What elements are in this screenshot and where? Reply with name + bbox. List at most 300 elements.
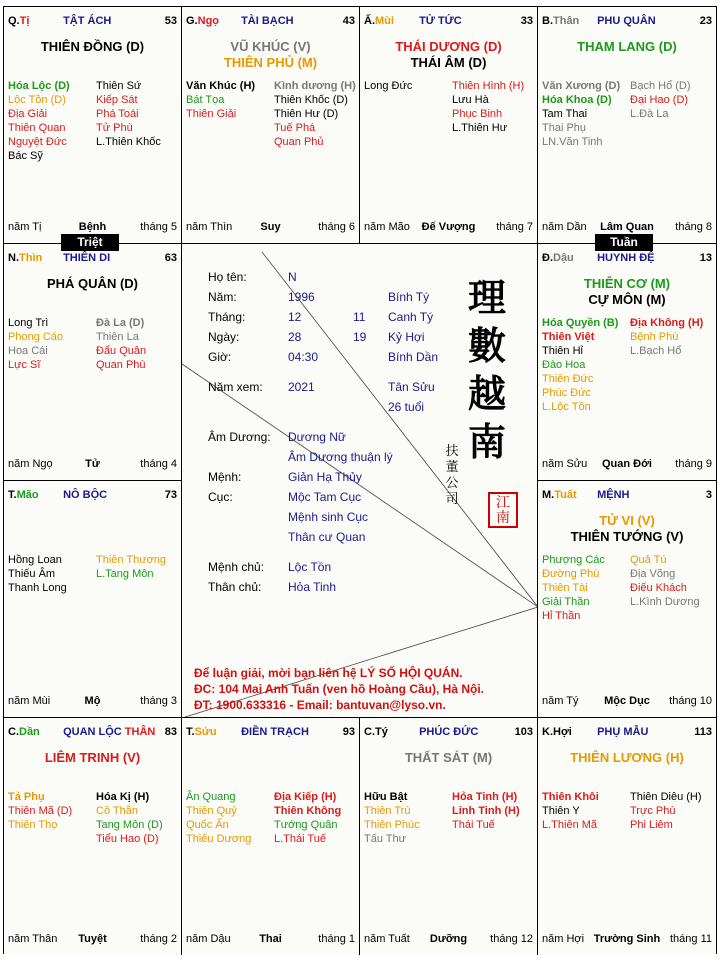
heavenly-stem: Ấ. — [364, 15, 375, 27]
main-star: THẤT SÁT (M) — [404, 750, 493, 765]
main-star: THIÊN PHỦ (M) — [223, 55, 318, 70]
year-branch: năm Mão — [364, 221, 410, 233]
year-branch: năm Dậu — [186, 933, 231, 945]
palace-cell-than — [538, 7, 716, 244]
minor-star: Phục Binh — [452, 108, 503, 120]
life-stage: Tử — [85, 458, 100, 470]
year-branch: năm Mùi — [8, 695, 51, 707]
year-branch: năm Dần — [542, 221, 587, 233]
palace-name: THIÊN DI — [63, 252, 111, 264]
palace-footer — [186, 933, 355, 947]
palace-age: 3 — [705, 489, 712, 501]
main-star: THÁI ÂM (D) — [410, 55, 487, 70]
minor-star: Đường Phù — [542, 568, 600, 580]
than-chu-value: Hỏa Tinh — [288, 580, 337, 594]
palace-header — [186, 726, 355, 740]
minor-star: Phúc Đức — [542, 387, 591, 399]
minor-star: Thiên Việt — [542, 331, 595, 343]
palace-footer — [364, 933, 533, 947]
menh-chu-label: Mệnh chủ: — [208, 560, 265, 574]
palace-footer — [8, 933, 177, 947]
minor-star: Đào Hoa — [542, 359, 586, 371]
heavenly-stem: G. — [186, 15, 198, 27]
heavenly-stem: Đ. — [542, 252, 553, 264]
palace-month: tháng 11 — [669, 933, 712, 945]
palace-age: 83 — [164, 726, 177, 738]
minor-star: Tam Thai — [542, 108, 588, 120]
than-cu: Thân cư Quan — [288, 530, 366, 544]
minor-star: Tiểu Hao (D) — [96, 833, 159, 845]
main-star: VŨ KHÚC (V) — [230, 39, 311, 54]
minor-star: Tấu Thư — [364, 833, 407, 845]
palace-name: MỆNH — [597, 489, 630, 501]
heavenly-stem: T. — [8, 489, 17, 501]
minor-star: Thiên Sứ — [96, 80, 142, 92]
minor-star: Thiên Trù — [364, 805, 411, 817]
minor-star: Văn Khúc (H) — [186, 80, 256, 92]
minor-star: Địa Kiếp (H) — [274, 791, 337, 803]
life-stage: Tuyệt — [78, 933, 107, 945]
minor-star: L.Kình Dương — [630, 596, 700, 608]
palace-footer — [8, 458, 177, 472]
palace-age: 103 — [514, 726, 533, 738]
main-stars — [538, 513, 716, 545]
life-stage: Đế Vượng — [421, 221, 476, 233]
palace-cell-dan — [4, 718, 182, 955]
can-chi — [542, 252, 594, 264]
can-chi — [542, 15, 594, 27]
life-stage: Suy — [260, 221, 281, 233]
palace-cell-dau — [538, 244, 716, 481]
calligraphy-title — [462, 274, 512, 466]
can-chi — [8, 489, 60, 501]
palace-header — [542, 15, 712, 29]
year-branch: năm Thìn — [186, 221, 233, 233]
minor-star: Phi Liêm — [630, 819, 673, 831]
year-branch: năm Sửu — [542, 458, 588, 470]
palace-month: tháng 7 — [496, 221, 533, 233]
palace-header — [8, 726, 177, 740]
minor-star: Thái Tuế — [452, 819, 495, 831]
palace-month: tháng 1 — [318, 933, 355, 945]
main-star: PHÁ QUÂN (D) — [47, 276, 138, 291]
minor-star: Thiên Thương — [96, 554, 167, 566]
minor-star: Điếu Khách — [630, 582, 687, 594]
minor-star: LN.Văn Tinh — [542, 136, 603, 148]
minor-star: Hồng Loan — [8, 554, 62, 566]
name-value: N — [288, 270, 297, 284]
palace-name: TẬT ÁCH — [63, 15, 112, 27]
main-star: THIÊN TƯỚNG (V) — [570, 529, 684, 544]
minor-stars-right — [274, 790, 360, 846]
minor-stars-left — [542, 790, 628, 832]
palace-age: 43 — [342, 15, 355, 27]
heavenly-stem: C. — [8, 726, 19, 738]
cuc-value: Mộc Tam Cục — [288, 490, 362, 504]
contact-address: ĐC: 104 Mai Anh Tuấn (ven hồ Hoàng Cầu), Hà Nội. — [194, 682, 485, 696]
palace-cell-suu — [182, 718, 360, 955]
palace-cell-tuat — [538, 481, 716, 718]
earthly-branch: Tuất — [554, 489, 577, 501]
palace-month: tháng 12 — [490, 933, 533, 945]
palace-cell-ngo — [182, 7, 360, 244]
minor-star: L.Đà La — [630, 108, 669, 120]
minor-star: Hữu Bật — [364, 791, 408, 803]
life-stage: Quan Đới — [602, 458, 652, 470]
can-chi — [364, 15, 416, 27]
view-year-value: 2021 — [288, 380, 315, 394]
minor-star: Quan Phủ — [274, 136, 324, 148]
minor-star: Thiên Thọ — [8, 819, 58, 831]
palace-age: 113 — [694, 726, 712, 738]
minor-star: Địa Không (H) — [630, 317, 704, 329]
palace-name: PHỤ MẪU — [597, 726, 649, 738]
minor-star: L.Tang Môn — [96, 568, 154, 580]
palace-cell-ti — [4, 7, 182, 244]
can-chi — [186, 726, 238, 738]
age-value: 26 tuổi — [388, 400, 425, 414]
heavenly-stem: Q. — [8, 15, 20, 27]
minor-star: Lực Sĩ — [8, 359, 41, 371]
minor-stars-left — [8, 553, 94, 595]
minor-star: Quan Phù — [96, 359, 146, 371]
minor-star: Giải Thần — [542, 596, 590, 608]
palace-name: NÔ BỘC — [63, 489, 108, 501]
earthly-branch: Thân — [553, 15, 580, 27]
can-chi — [364, 726, 416, 738]
can-chi — [542, 489, 594, 501]
main-stars — [182, 39, 359, 71]
minor-star: Thiên Hỉ — [542, 345, 583, 357]
minor-star: Thiên Giải — [186, 108, 237, 120]
main-star: THÁI DƯƠNG (D) — [395, 39, 502, 54]
amduong-value: Dương Nữ — [288, 430, 346, 444]
small-char: 扶 — [445, 444, 459, 459]
month-solar: 12 — [288, 310, 302, 324]
hour-value: 04:30 — [288, 350, 319, 364]
earthly-branch: Dần — [19, 726, 40, 738]
amduong-relation: Âm Dương thuận lý — [288, 450, 393, 464]
palace-month: tháng 4 — [140, 458, 177, 470]
minor-star: Phong Cáo — [8, 331, 64, 343]
can-chi — [542, 726, 594, 738]
minor-star: Phá Toái — [96, 108, 139, 120]
palace-cell-thin — [4, 244, 182, 481]
heavenly-stem: C. — [364, 726, 375, 738]
day-solar: 28 — [288, 330, 302, 344]
earthly-branch: Tị — [19, 15, 30, 27]
palace-age: 73 — [164, 489, 177, 501]
minor-stars-right — [96, 553, 182, 581]
minor-star: Thiên La — [96, 331, 139, 343]
minor-star: Bác Sỹ — [8, 150, 43, 162]
minor-stars-right — [630, 553, 716, 609]
minor-star: Thiên Hình (H) — [452, 80, 525, 92]
palace-age: 33 — [520, 15, 533, 27]
minor-star: Quả Tú — [630, 554, 667, 566]
minor-star: Thiên Khốc (D) — [274, 94, 348, 106]
minor-stars-left — [542, 79, 628, 149]
contact-line-1: Để luận giải, mời bạn liên hệ LÝ SỐ HỘI QUÁN. — [194, 666, 463, 680]
minor-star: L.Thiên Hư — [452, 122, 508, 134]
palace-name: ĐIỀN TRẠCH — [241, 726, 309, 738]
main-star: THAM LANG (D) — [577, 39, 677, 54]
year-canchi: Bính Tý — [388, 290, 430, 304]
palace-cell-hoi — [538, 718, 716, 955]
palace-age: 23 — [699, 15, 712, 27]
minor-star: Thiên Quý — [186, 805, 237, 817]
minor-star: Thanh Long — [8, 582, 67, 594]
palace-month: tháng 6 — [318, 221, 355, 233]
earthly-branch: Hợi — [553, 726, 572, 738]
life-stage: Thai — [259, 933, 282, 945]
minor-stars-left — [542, 553, 628, 623]
minor-star: L.Thái Tuế — [274, 833, 326, 845]
palace-footer — [542, 458, 712, 472]
can-chi — [186, 15, 238, 27]
name-label: Họ tên: — [208, 270, 247, 284]
heavenly-stem: B. — [542, 15, 553, 27]
palace-footer — [542, 221, 712, 235]
calligraphy-subtitle — [444, 444, 460, 508]
heavenly-stem: M. — [542, 489, 555, 501]
hour-canchi: Bính Dần — [388, 350, 439, 364]
palace-footer — [186, 221, 355, 235]
minor-star: Hóa Khoa (D) — [542, 94, 612, 106]
minor-stars-right — [96, 790, 182, 846]
main-star: LIÊM TRINH (V) — [44, 750, 141, 765]
horoscope-chart — [3, 6, 717, 954]
can-chi — [8, 726, 60, 738]
minor-star: Văn Xương (D) — [542, 80, 621, 92]
minor-stars-left — [186, 79, 272, 121]
minor-stars-right — [630, 79, 716, 121]
minor-star: Hóa Kị (H) — [96, 791, 150, 803]
palace-footer — [542, 695, 712, 709]
palace-header — [364, 15, 533, 29]
palace-cell-ty — [360, 718, 538, 955]
small-char: 公 — [445, 476, 459, 491]
palace-name: PHÚC ĐỨC — [419, 726, 479, 738]
palace-header — [542, 489, 712, 503]
palace-month: tháng 10 — [669, 695, 712, 707]
year-branch: năm Thân — [8, 933, 58, 945]
minor-stars-right — [274, 79, 360, 149]
heavenly-stem: N. — [8, 252, 19, 264]
heavenly-stem: K. — [542, 726, 553, 738]
minor-star: Ân Quang — [186, 791, 236, 803]
minor-star: Thiếu Dương — [186, 833, 252, 845]
small-char: 董 — [445, 460, 459, 475]
calligraphy-char: 數 — [467, 323, 506, 368]
life-stage: Lâm Quan — [600, 221, 654, 233]
minor-star: Long Trì — [8, 317, 49, 329]
minor-stars-right — [452, 790, 538, 832]
hour-label: Giờ: — [208, 350, 232, 364]
year-branch: năm Tuất — [364, 933, 410, 945]
palace-header — [364, 726, 533, 740]
minor-stars-left — [8, 790, 94, 832]
can-chi — [8, 252, 60, 264]
menh-value: Giản Hạ Thủy — [288, 470, 362, 484]
main-stars — [538, 276, 716, 308]
minor-stars-left — [8, 79, 94, 163]
minor-star: Thiên Phúc — [364, 819, 420, 831]
palace-name: TÀI BẠCH — [241, 15, 294, 27]
year-branch: năm Hợi — [542, 933, 585, 945]
minor-star: Thiên Y — [542, 805, 580, 817]
minor-stars-right — [630, 316, 716, 358]
minor-star: Thiên Diêu (H) — [630, 791, 702, 803]
minor-star: Thiên Hư (D) — [274, 108, 339, 120]
main-stars — [538, 750, 716, 766]
minor-stars-left — [364, 79, 450, 93]
minor-star: Long Đức — [364, 80, 413, 92]
minor-stars-left — [186, 790, 272, 846]
earthly-branch: Sửu — [194, 726, 217, 738]
palace-age: 13 — [699, 252, 712, 264]
palace-name: PHU QUÂN — [597, 15, 656, 27]
minor-star: Phượng Các — [542, 554, 605, 566]
life-stage: Bệnh — [78, 221, 107, 233]
minor-star: L.Thiên Khốc — [96, 136, 161, 148]
earthly-branch: Dậu — [553, 252, 574, 264]
palace-age: 63 — [164, 252, 177, 264]
palace-header — [186, 15, 355, 29]
minor-star: Tướng Quân — [274, 819, 338, 831]
minor-star: Tử Phù — [96, 122, 133, 134]
minor-star: Hỏa Tinh (H) — [452, 791, 518, 803]
minor-star: Bát Tọa — [186, 94, 225, 106]
minor-star: Bạch Hổ (D) — [630, 80, 691, 92]
can-chi — [8, 15, 60, 27]
palace-header — [542, 726, 712, 740]
minor-star: Lộc Tồn (D) — [8, 94, 66, 106]
minor-star: Tuế Phá — [274, 122, 316, 134]
minor-stars-right — [96, 316, 182, 372]
day-canchi: Kỷ Hợi — [388, 330, 425, 344]
palace-header — [8, 252, 177, 266]
calligraphy-char: 越 — [467, 371, 506, 416]
main-star: THIÊN LƯƠNG (H) — [570, 750, 684, 765]
minor-star: Linh Tinh (H) — [452, 805, 520, 817]
earthly-branch: Mùi — [375, 15, 394, 27]
palace-footer — [8, 695, 177, 709]
triet-tag: Triệt — [61, 234, 119, 251]
minor-star: Hoa Cái — [8, 345, 48, 357]
minor-star: L.Thiên Mã — [542, 819, 598, 831]
cuc-label: Cục: — [208, 490, 233, 504]
palace-header — [8, 15, 177, 29]
life-stage: Mộc Dục — [604, 695, 650, 707]
palace-name: QUAN LỘC — [63, 726, 122, 738]
main-star: TỬ VI (V) — [599, 513, 655, 528]
month-label: Tháng: — [208, 310, 246, 324]
minor-star: Thai Phụ — [542, 122, 587, 134]
minor-star: Thiên Tài — [542, 582, 588, 594]
main-stars — [538, 39, 716, 55]
earthly-branch: Thìn — [19, 252, 43, 264]
minor-star: Thiên Quan — [8, 122, 66, 134]
amduong-label: Âm Dương: — [208, 430, 271, 444]
life-stage: Mộ — [84, 695, 101, 707]
minor-star: Thiếu Âm — [8, 568, 56, 580]
year-branch: năm Ngọ — [8, 458, 53, 470]
minor-stars-left — [364, 790, 450, 846]
main-stars — [4, 39, 181, 55]
palace-footer — [8, 221, 177, 235]
minor-star: L.Bạch Hổ — [630, 345, 682, 357]
palace-name: HUYNH ĐỆ — [597, 252, 655, 264]
calligraphy-char: 理 — [467, 275, 506, 320]
calligraphy-char: 南 — [467, 419, 506, 464]
day-lunar: 19 — [353, 330, 367, 344]
minor-star: Đẩu Quân — [96, 345, 147, 357]
main-stars — [360, 39, 537, 71]
palace-month: tháng 5 — [140, 221, 177, 233]
earthly-branch: Ngọ — [197, 15, 220, 27]
minor-star: Tang Môn (D) — [96, 819, 163, 831]
year-branch: năm Tị — [8, 221, 42, 233]
palace-month: tháng 8 — [675, 221, 712, 233]
minor-star: Địa Giải — [8, 108, 48, 120]
minor-star: Địa Võng — [630, 568, 676, 580]
view-year-label: Năm xem: — [208, 380, 263, 394]
heavenly-stem: T. — [186, 726, 195, 738]
palace-name: TỬ TỨC — [419, 15, 462, 27]
minor-star: Bệnh Phù — [630, 331, 679, 343]
than-chu-label: Thân chủ: — [208, 580, 262, 594]
minor-star: Đại Hao (D) — [630, 94, 689, 106]
life-stage: Dưỡng — [429, 933, 468, 945]
minor-stars-right — [630, 790, 716, 832]
palace-footer — [542, 933, 712, 947]
palace-age: 53 — [164, 15, 177, 27]
palace-cell-mui — [360, 7, 538, 244]
minor-star: Thiên Không — [274, 805, 342, 817]
minor-star: Thiên Đức — [542, 373, 594, 385]
cuc-relation: Mệnh sinh Cục — [288, 510, 369, 524]
minor-star: Kiếp Sát — [96, 94, 138, 106]
day-label: Ngày: — [208, 330, 240, 344]
minor-stars-left — [8, 316, 94, 372]
menh-label: Mệnh: — [208, 470, 242, 484]
life-stage: Trường Sinh — [593, 933, 661, 945]
palace-month: tháng 2 — [140, 933, 177, 945]
minor-star: Thiên Mã (D) — [8, 805, 73, 817]
earthly-branch: Mão — [16, 489, 39, 501]
minor-star: Thiên Khôi — [542, 791, 599, 803]
palace-header — [542, 252, 712, 266]
tuan-tag: Tuần — [595, 234, 653, 251]
minor-star: Cô Thần — [96, 805, 138, 817]
minor-star: Kình dương (H) — [274, 80, 356, 92]
menh-chu-value: Lộc Tồn — [288, 560, 332, 574]
view-year-canchi: Tân Sửu — [388, 380, 435, 394]
main-stars — [4, 276, 181, 292]
minor-star: Hóa Lộc (D) — [8, 80, 70, 92]
palace-header — [8, 489, 177, 503]
year-branch: năm Tý — [542, 695, 579, 707]
palace-cell-mao — [4, 481, 182, 718]
red-seal-stamp: 江南 — [488, 492, 518, 528]
minor-stars-left — [542, 316, 628, 414]
main-stars — [4, 750, 181, 766]
minor-star: Quốc Ấn — [186, 819, 229, 831]
center-info-panel — [182, 244, 538, 718]
minor-star: Tả Phụ — [8, 791, 45, 803]
small-char: 司 — [445, 492, 459, 507]
